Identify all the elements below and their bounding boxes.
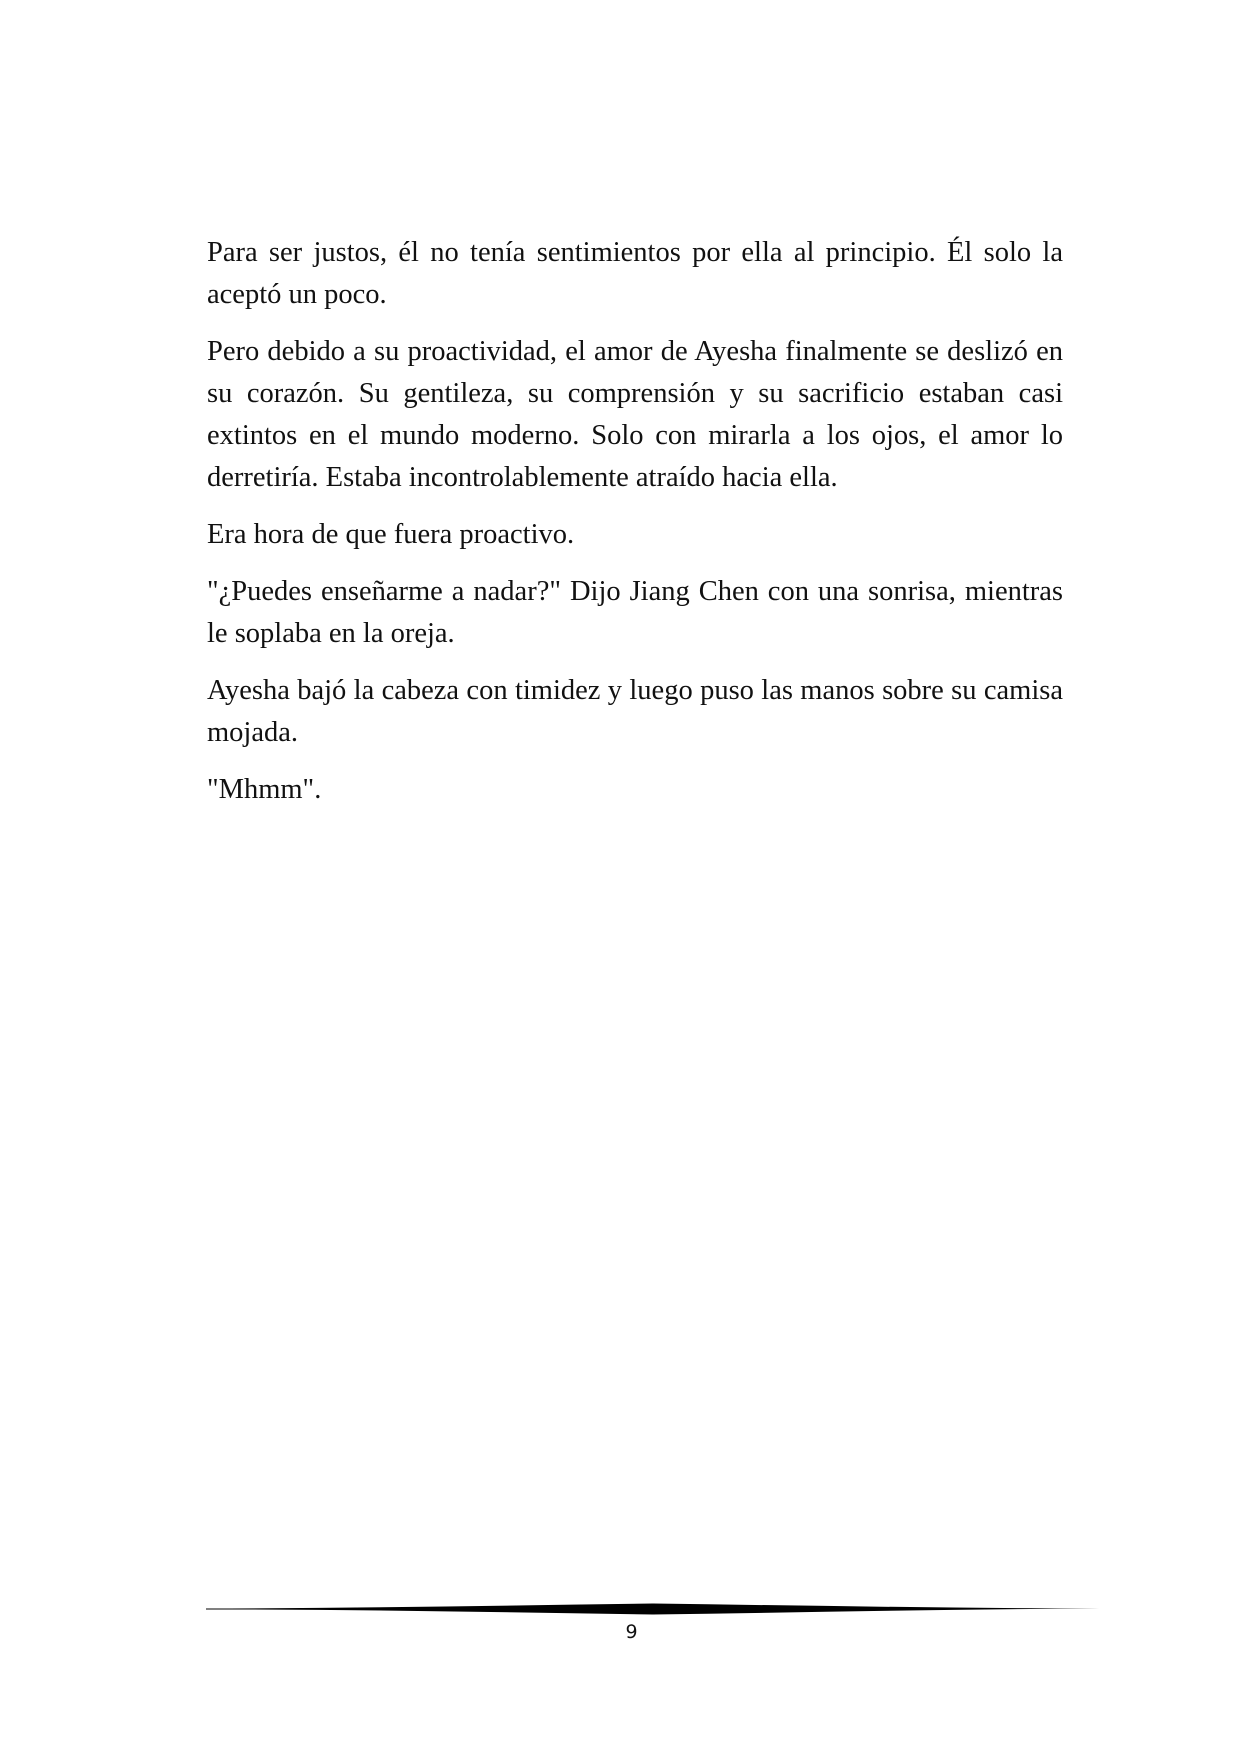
paragraph: Ayesha bajó la cabeza con timidez y luego puso las manos sobre su camisa mojada. xyxy=(207,675,1063,748)
paragraph: Era hora de que fuera proactivo. xyxy=(207,519,575,550)
paragraph: Para ser justos, él no tenía sentimientos por ella al principio. Él solo la aceptó un poco. xyxy=(207,237,1063,310)
body-text xyxy=(207,232,1063,826)
paragraph: "¿Puedes enseñarme a nadar?" Dijo Jiang Chen con una sonrisa, mientras le soplaba en la oreja. xyxy=(207,576,1063,649)
page-number: 9 xyxy=(625,1621,638,1643)
paragraph: "Mhmm". xyxy=(207,774,322,805)
paragraph: Pero debido a su proactividad, el amor de Ayesha finalmente se deslizó en su corazón. Su gentileza, su comprensión y su sacrificio estaban casi extintos en el mundo moderno. Solo con mirarla a los ojos, el amor lo derretiría. Estaba incontrolablemente atraído hacia ella. xyxy=(207,336,1063,493)
footer-divider xyxy=(206,1602,1101,1616)
